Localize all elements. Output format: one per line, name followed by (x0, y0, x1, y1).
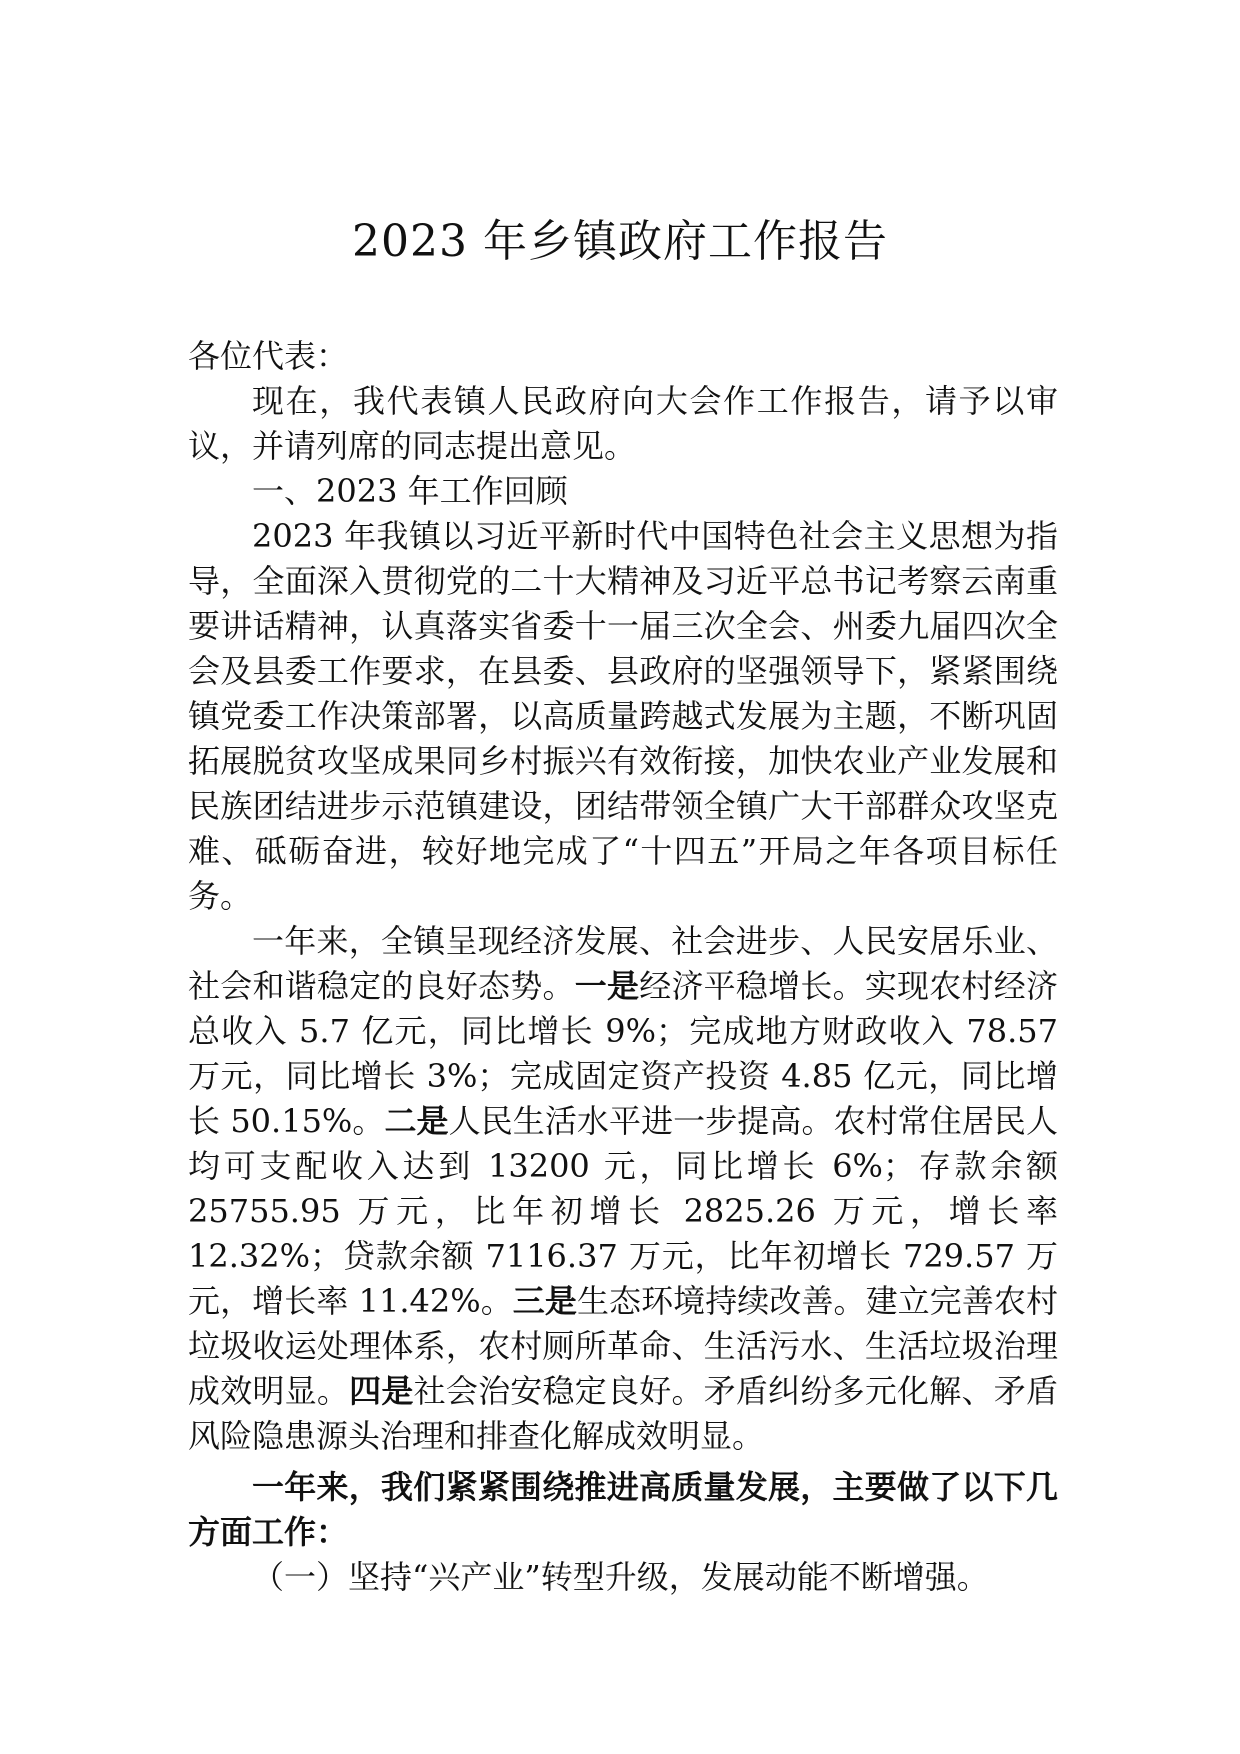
item2-label: 二是 (384, 1102, 449, 1140)
item4-label: 四是 (349, 1372, 414, 1410)
section-heading: 一、2023 年工作回顾 (252, 472, 568, 510)
item1-label: 一是 (574, 967, 640, 1005)
item4-text: 社会治安稳定良好。矛盾纠纷多元化解、矛盾风险隐患源头治理和排查化解成效明显。 (188, 1372, 1058, 1455)
summary-bold-paragraph: 一年来，我们紧紧围绕推进高质量发展，主要做了以下几方面工作： (188, 1468, 1058, 1551)
document-body (188, 334, 1058, 1600)
intro-paragraph: 现在，我代表镇人民政府向大会作工作报告，请予以审议，并请列席的同志提出意见。 (188, 382, 1058, 465)
salutation: 各位代表： (188, 337, 349, 375)
item2-text: 人民生活水平进一步提高。农村常住居民人均可支配收入达到 13200 元，同比增长 6%；存款余额 25755.95 万元，比年初增长 2825.26 万元，增长率 12.32%；贷款余额 7116.37 万元，比年初增长 729.57 万元，增长率 11.42%。 (188, 1102, 1058, 1320)
item3-label: 三是 (512, 1282, 577, 1320)
document-title: 2023 年乡镇政府工作报告 (352, 216, 888, 267)
results-paragraph (188, 919, 1058, 1459)
overview-paragraph: 2023 年我镇以习近平新时代中国特色社会主义思想为指导，全面深入贯彻党的二十大精神及习近平总书记考察云南重要讲话精神，认真落实省委十一届三次全会、州委九届四次全会及县委工作要求，在县委、县政府的坚强领导下，紧紧围绕镇党委工作决策部署，以高质量跨越式发展为主题，不断巩固拓展脱贫攻坚成果同乡村振兴有效衔接，加快农业产业发展和民族团结进步示范镇建设，团结带领全镇广大干部群众攻坚克难、砥砺奋进，较好地完成了“十四五”开局之年各项目标任务。 (188, 517, 1058, 915)
results-intro: 一年来，全镇呈现经济发展、社会进步、人民安居乐业、社会和谐稳定的良好态势。 (188, 922, 1058, 1005)
item3-text: 生态环境持续改善。建立完善农村垃圾收运处理体系，农村厕所革命、生活污水、生活垃圾治理成效明显。 (188, 1282, 1058, 1410)
subsection-heading: （一）坚持“兴产业”转型升级，发展动能不断增强。 (252, 1558, 989, 1596)
item1-text: 经济平稳增长。实现农村经济总收入 5.7 亿元，同比增长 9%；完成地方财政收入 78.57 万元，同比增长 3%；完成固定资产投资 4.85 亿元，同比增长 50.15%。 (188, 967, 1058, 1140)
